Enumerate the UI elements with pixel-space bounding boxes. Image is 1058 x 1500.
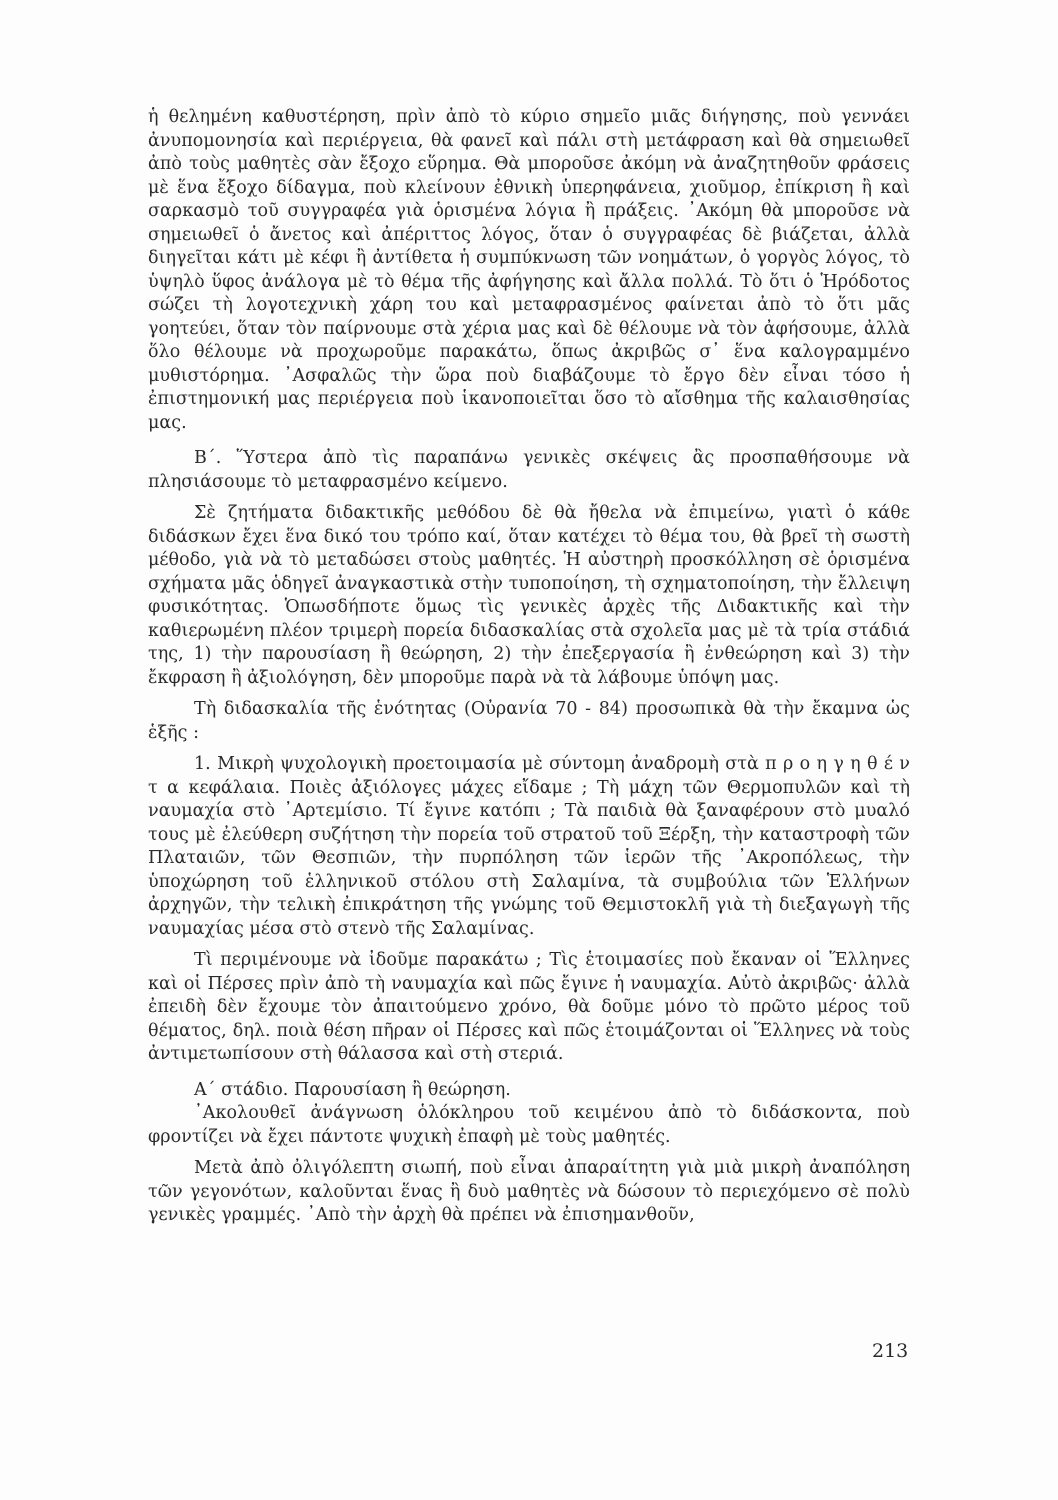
paragraph-stage-a-heading: Α΄ στάδιο. Παρουσίαση ἢ θεώρηση.	[194, 1079, 511, 1100]
page-number: 213	[872, 1340, 909, 1362]
paragraph-silence: Μετὰ ἀπὸ ὀλιγόλεπτη σιωπή, ποὺ εἶναι ἀπαραίτητη γιὰ μιὰ μικρὴ ἀναπόληση τῶν γεγονότων, καλοῦνται ἕνας ἢ δυὸ μαθητὲς νὰ δώσουν τὸ περιεχόμενο σὲ πολὺ γενικὲς γραμμές. ᾿Απὸ τὴν ἀρχὴ θὰ πρέπει νὰ ἐπισημανθοῦν,	[148, 1158, 910, 1225]
paragraph-step-one: 1. Μικρὴ ψυχολογικὴ προετοιμασία μὲ σύντομη ἀναδρομὴ στὰ π ρ ο η γ η θ έ ν τ α κεφάλαια. Ποιὲς ἀξιόλογες μάχες εἴδαμε ; Τὴ μάχη τῶν Θερμοπυλῶν καὶ τὴ ναυμαχία στὸ ᾿Αρτεμίσιο. Τί ἔγινε κατόπι ; Τὰ παιδιὰ θὰ ξαναφέρουν στὸ μυαλό τους μὲ ἐλεύθερη συζήτηση τὴν πορεία τοῦ στρατοῦ τοῦ Ξέρξη, τὴν καταστροφὴ τῶν Πλαταιῶν, τῶν Θεσπιῶν, τὴν πυρπόληση τῶν ἱερῶν τῆς ᾿Ακροπόλεως, τὴν ὑποχώρηση τοῦ ἑλληνικοῦ στόλου στὴ Σαλαμίνα, τὰ συμβούλια τῶν Ἑλλήνων ἀρχηγῶν, τὴν τελικὴ ἐπικράτηση τῆς γνώμης τοῦ Θεμιστοκλῆ γιὰ τὴ διεξαγωγὴ τῆς ναυμαχίας μέσα στὸ στενὸ τῆς Σαλαμίνας.	[148, 754, 910, 939]
paragraph-expectations: Τὶ περιμένουμε νὰ ἰδοῦμε παρακάτω ; Τὶς ἑτοιμασίες ποὺ ἔκαναν οἱ Ἕλληνες καὶ οἱ Πέρσες πρὶν ἀπὸ τὴ ναυμαχία καὶ πῶς ἔγινε ἡ ναυμαχία. Αὐτὸ ἀκριβῶς· ἀλλὰ ἐπειδὴ δὲν ἔχουμε τὸν ἀπαιτούμενο χρόνο, θὰ δοῦμε μόνο τὸ πρῶτο μέρος τοῦ θέματος, δηλ. ποιὰ θέση πῆραν οἱ Πέρσες καὶ πῶς ἑτοιμάζονται οἱ Ἕλληνες νὰ τοὺς ἀντιμετωπίσουν στὴ θάλασσα καὶ στὴ στεριά.	[148, 950, 910, 1064]
paragraph-didactic-method: Σὲ ζητήματα διδακτικῆς μεθόδου δὲ θὰ ἤθελα νὰ ἐπιμείνω, γιατὶ ὁ κάθε διδάσκων ἔχει ἕνα δικό του τρόπο καί, ὅταν κατέχει τὸ θέμα του, θὰ βρεῖ τὴ σωστὴ μέθοδο, γιὰ νὰ τὸ μεταδώσει στοὺς μαθητές. Ἡ αὐστηρὴ προσκόλληση σὲ ὁρισμένα σχήματα μᾶς ὁδηγεῖ ἀναγκαστικὰ στὴν τυποποίηση, τὴ σχηματοποίηση, τὴν ἔλλειψη φυσικότητας. Ὁπωσδήποτε ὅμως τὶς γενικὲς ἀρχὲς τῆς Διδακτικῆς καὶ τὴν καθιερωμένη πλέον τριμερὴ πορεία διδασκαλίας στὰ σχολεῖα μας μὲ τὰ τρία στάδιά της, 1) τὴν παρουσίαση ἢ θεώρηση, 2) τὴν ἐπεξεργασία ἢ ἐνθεώρηση καὶ 3) τὴν ἔκφραση ἢ ἀξιολόγηση, δὲν μποροῦμε παρὰ νὰ τὰ λάβουμε ὑπόψη μας.	[148, 503, 910, 688]
paragraph-lesson-plan-intro: Τὴ διδασκαλία τῆς ἑνότητας (Οὐρανία 70 - 84) προσωπικὰ θὰ τὴν ἔκαμνα ὡς ἑξῆς :	[148, 699, 910, 743]
paragraph-reading: ᾿Ακολουθεῖ ἀνάγνωση ὁλόκληρου τοῦ κειμένου ἀπὸ τὸ διδάσκοντα, ποὺ φροντίζει νὰ ἔχει πάντοτε ψυχικὴ ἐπαφὴ μὲ τοὺς μαθητές.	[148, 1103, 910, 1147]
paragraph-section-b: Β΄. Ὕστερα ἀπὸ τὶς παραπάνω γενικὲς σκέψεις ἂς προσπαθήσουμε νὰ πλησιάσουμε τὸ μεταφρασμένο κείμενο.	[148, 448, 910, 492]
body-text	[148, 106, 910, 1228]
paragraph-continuation: ἡ θελημένη καθυστέρηση, πρὶν ἀπὸ τὸ κύριο σημεῖο μιᾶς διήγησης, ποὺ γεννάει ἀνυπομονησία καὶ περιέργεια, θὰ φανεῖ καὶ πάλι στὴ μετάφραση καὶ θὰ σημειωθεῖ ἀπὸ τοὺς μαθητὲς σὰν ἔξοχο εὕρημα. Θὰ μποροῦσε ἀκόμη νὰ ἀναζητηθοῦν φράσεις μὲ ἕνα ἔξοχο δίδαγμα, ποὺ κλείνουν ἐθνικὴ ὑπερηφάνεια, χιοῦμορ, ἐπίκριση ἢ καὶ σαρκασμὸ τοῦ συγγραφέα γιὰ ὁρισμένα λόγια ἢ πράξεις. ᾿Ακόμη θὰ μποροῦσε νὰ σημειωθεῖ ὁ ἄνετος καὶ ἀπέριττος λόγος, ὅταν ὁ συγγραφέας δὲ βιάζεται, ἀλλὰ διηγεῖται κάτι μὲ κέφι ἢ ἀντίθετα ἡ συμπύκνωση τῶν νοημάτων, ὁ γοργὸς λόγος, τὸ ὑψηλὸ ὕφος ἀνάλογα μὲ τὸ θέμα τῆς ἀφήγησης καὶ ἄλλα πολλά. Τὸ ὅτι ὁ Ἡρόδοτος σώζει τὴ λογοτεχνικὴ χάρη του καὶ μεταφρασμένος φαίνεται ἀπὸ τὸ ὅτι μᾶς γοητεύει, ὅταν τὸν παίρνουμε στὰ χέρια μας καὶ δὲ θέλουμε νὰ τὸν ἀφήσουμε, ἀλλὰ ὅλο θέλουμε νὰ προχωροῦμε παρακάτω, ὅπως ἀκριβῶς σ᾿ ἕνα καλογραμμένο μυθιστόρημα. ᾿Ασφαλῶς τὴν ὥρα ποὺ διαβάζουμε τὸ ἔργο δὲν εἶναι τόσο ἡ ἐπιστημονική μας περιέργεια ποὺ ἱκανοποιεῖται ὅσο τὸ αἴσθημα τῆς καλαισθησίας μας.	[148, 107, 910, 433]
